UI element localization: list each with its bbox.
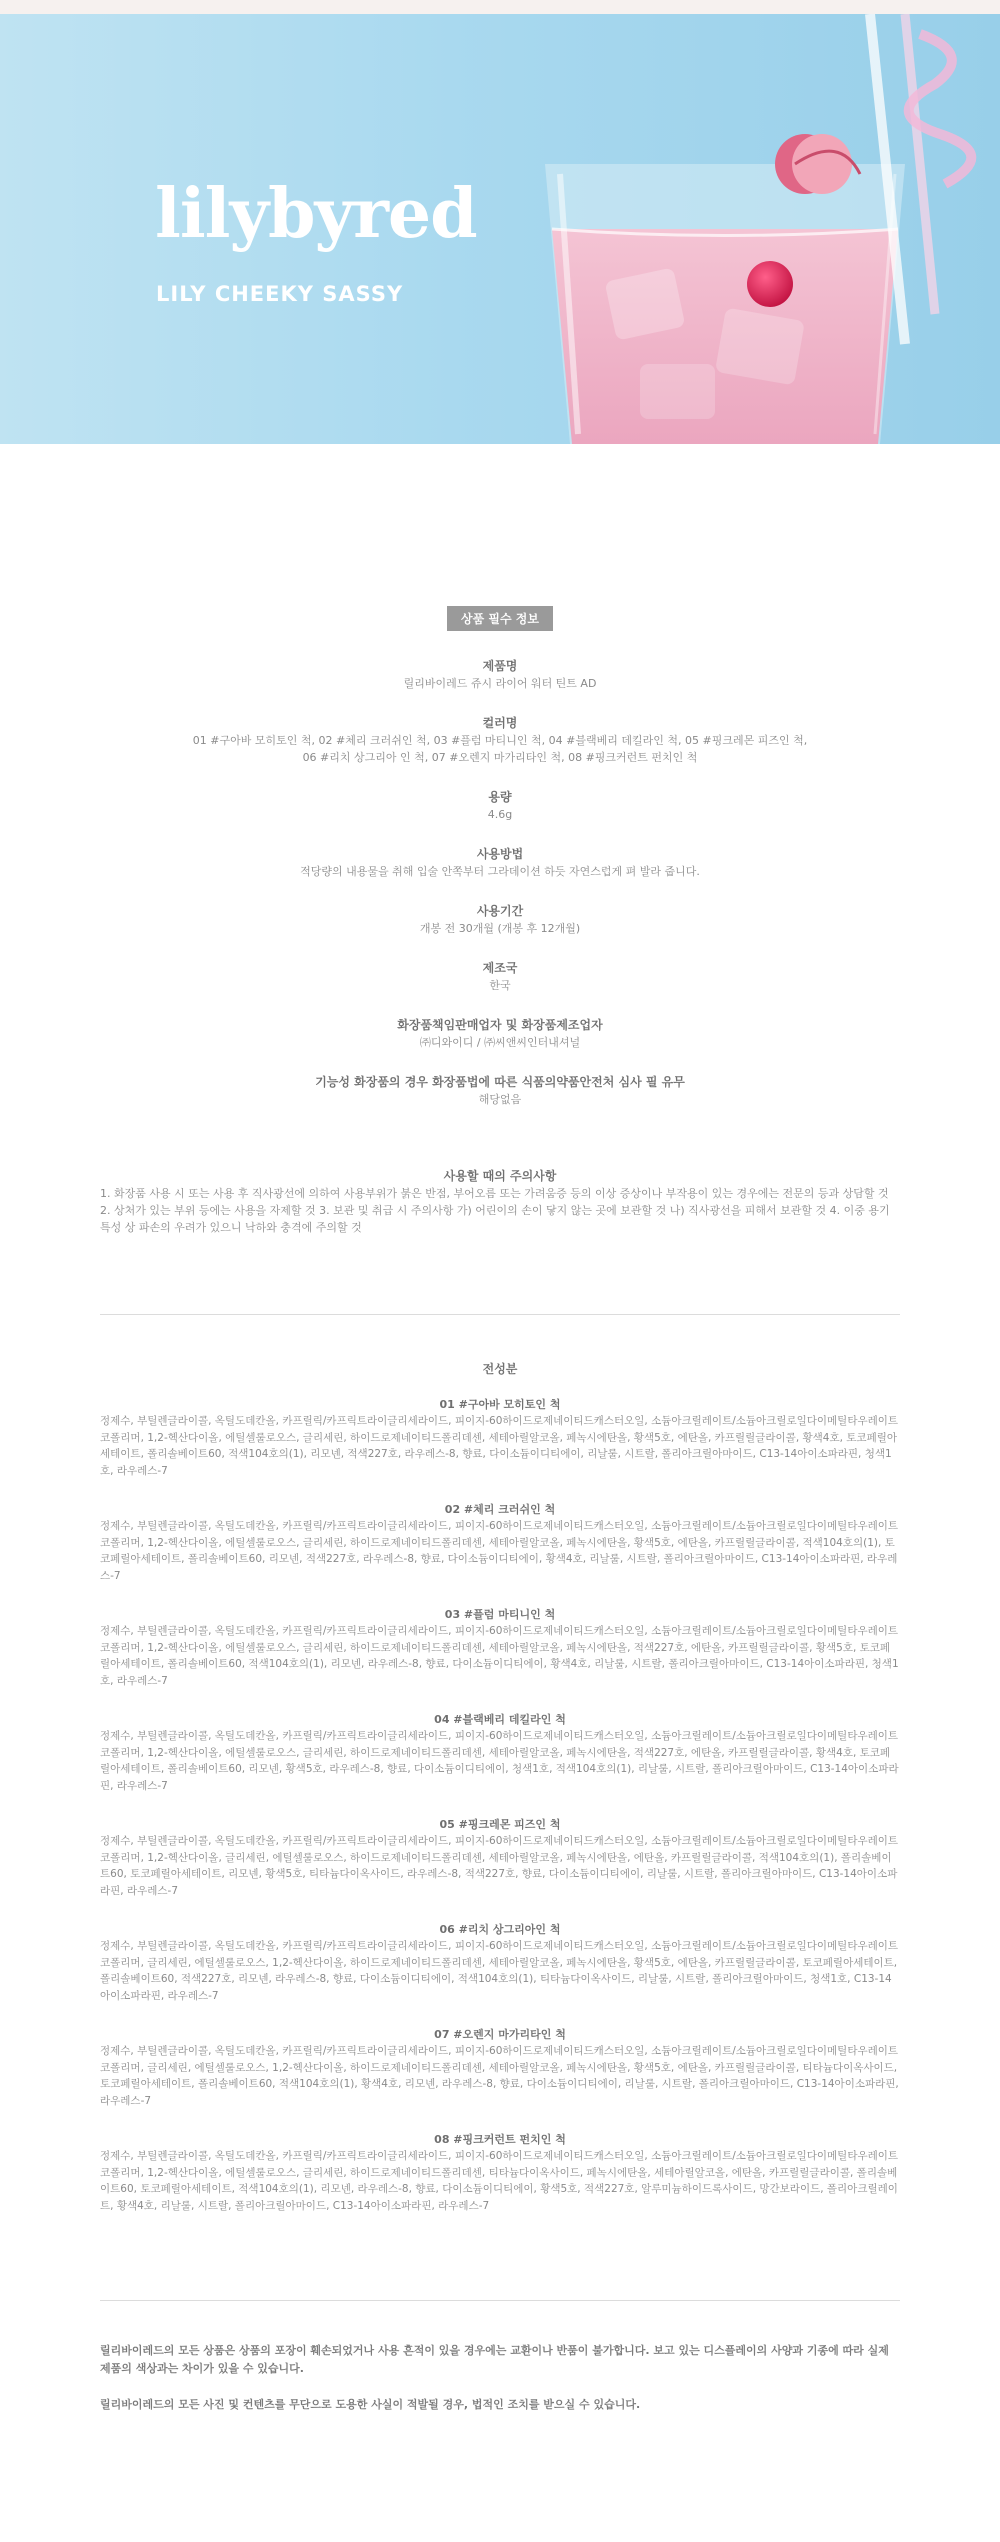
shade-ingredient-list: 정제수, 부틸렌글라이콜, 옥틸도데칸올, 카프릴릭/카프릭트라이글리세라이드, 피이지-60하이드로제네이티드캐스터오일, 소듐아크릴레이트/소듐아크릴로일다이메틸타우레이트코폴리머, 1,2-헥산다이올, 에틸셀룰로오스, 글리세린, 하이드로제네이티드폴리데센, 세테아릴알코올, 페녹시에탄올, 황색5호, 에탄올, 카프릴릴글라이콜, 적색104호의(1), 토코페릴아세테이트, 폴리솔베이트60, 리모넨, 적색227호, 라우레스-8, 향료, 다이소듐이디티에이, 황색4호, 리날룰, 시트랄, 폴리아크릴아마이드, C13-14아이소파라핀, 라우레스-7 <box>100 1520 899 1582</box>
shade-ingredients <box>100 1501 900 1584</box>
info-value: 4.6g <box>487 808 513 821</box>
shade-ingredients <box>100 2131 900 2214</box>
info-label: 제품명 <box>482 659 518 673</box>
shade-ingredients <box>100 2026 900 2109</box>
info-label: 컬러명 <box>482 716 518 730</box>
brand-logo: lilybyred <box>155 174 477 254</box>
info-value: 릴리바이레드 쥬시 라이어 워터 틴트 AD <box>403 677 597 690</box>
info-value: 한국 <box>489 979 511 992</box>
shade-name: 02 #체리 크러쉬인 척 <box>444 1503 556 1516</box>
shade-ingredient-list: 정제수, 부틸렌글라이콜, 옥틸도데칸올, 카프릴릭/카프릭트라이글리세라이드, 피이지-60하이드로제네이티드캐스터오일, 소듐아크릴레이트/소듐아크릴로일다이메틸타우레이트코폴리머, 1,2-헥산다이올, 에틸셀룰로오스, 글리세린, 하이드로제네이티드폴리데센, 세테아릴알코올, 페녹시에탄올, 적색227호, 에탄올, 카프릴릴글라이콜, 황색5호, 토코페릴아세테이트, 폴리솔베이트60, 적색104호의(1), 리모넨, 라우레스-8, 향료, 다이소듐이디티에이, 황색4호, 리날룰, 시트랄, 폴리아크릴아마이드, C13-14아이소파라핀, 청색1호, 라우레스-7 <box>100 1625 899 1687</box>
brand-tagline: LILY CHEEKY SASSY <box>156 282 404 306</box>
shade-ingredient-list: 정제수, 부틸렌글라이콜, 옥틸도데칸올, 카프릴릭/카프릭트라이글리세라이드, 피이지-60하이드로제네이티드캐스터오일, 소듐아크릴레이트/소듐아크릴로일다이메틸타우레이트코폴리머, 1,2-헥산다이올, 글리세린, 에틸셀룰로오스, 하이드로제네이티드폴리데센, 세테아릴알코올, 페녹시에탄올, 에탄올, 카프릴릴글라이콜, 적색104호의(1), 폴리솔베이트60, 토코페릴아세테이트, 리모넨, 황색5호, 티타늄다이옥사이드, 라우레스-8, 적색227호, 향료, 다이소듐이디티에이, 리날룰, 시트랄, 폴리아크릴아마이드, C13-14아이소파라핀, 라우레스-7 <box>100 1835 899 1897</box>
info-label: 용량 <box>488 790 512 804</box>
info-value: 01 #구아바 모히토인 척, 02 #체리 크러쉬인 척, 03 #플럼 마티니인 척, 04 #블랙베리 데킬라인 척, 05 #핑크레몬 피즈인 척, 06 #리치 상그리아 인 척, 07 #오렌지 마가리타인 척, 08 #핑크커런트 펀치인 척 <box>192 734 808 764</box>
info-item-functional <box>100 1073 900 1108</box>
ingredients-section <box>100 1360 900 2214</box>
caution-title: 사용할 때의 주의사항 <box>443 1169 557 1183</box>
shade-ingredient-list: 정제수, 부틸렌글라이콜, 옥틸도데칸올, 카프릴릭/카프릭트라이글리세라이드, 피이지-60하이드로제네이티드캐스터오일, 소듐아크릴레이트/소듐아크릴로일다이메틸타우레이트코폴리머, 글리세린, 에틸셀룰로오스, 1,2-헥산다이올, 하이드로제네이티드폴리데센, 세테아릴알코올, 페녹시에탄올, 황색5호, 에탄올, 카프릴릴글라이콜, 토코페릴아세테이트, 폴리솔베이트60, 적색227호, 리모넨, 라우레스-8, 향료, 다이소듐이디티에이, 적색104호의(1), 티타늄다이옥사이드, 리날룰, 시트랄, 폴리아크릴아마이드, 청색1호, C13-14아이소파라핀, 라우레스-7 <box>100 1940 899 2002</box>
info-value: 개봉 전 30개월 (개봉 후 12개월) <box>419 922 581 935</box>
info-item-shelf-life <box>100 902 900 937</box>
shade-ingredients <box>100 1606 900 1689</box>
info-value: 해당없음 <box>478 1093 522 1106</box>
shade-name: 07 #오렌지 마가리타인 척 <box>434 2028 566 2041</box>
info-value: ㈜디와이디 / ㈜씨앤씨인터내셔널 <box>419 1036 581 1049</box>
shade-name: 04 #블랙베리 데킬라인 척 <box>434 1713 566 1726</box>
shade-name: 06 #리치 상그리아인 척 <box>439 1923 561 1936</box>
shade-ingredient-list: 정제수, 부틸렌글라이콜, 옥틸도데칸올, 카프릴릭/카프릭트라이글리세라이드, 피이지-60하이드로제네이티드캐스터오일, 소듐아크릴레이트/소듐아크릴로일다이메틸타우레이트코폴리머, 1,2-헥산다이올, 에틸셀룰로오스, 글리세린, 하이드로제네이티드폴리데센, 세테아릴알코올, 페녹시에탄올, 적색227호, 에탄올, 카프릴릴글라이콜, 황색4호, 토코페릴아세테이트, 폴리솔베이트60, 리모넨, 황색5호, 라우레스-8, 향료, 다이소듐이디티에이, 청색1호, 적색104호의(1), 리날룰, 시트랄, 폴리아크릴아마이드, C13-14아이소파라핀, 라우레스-7 <box>100 1730 899 1792</box>
copyright-notice: 릴리바이레드의 모든 사진 및 컨텐츠를 무단으로 도용한 사실이 적발될 경우, 법적인 조치를 받으실 수 있습니다. <box>100 2398 641 2411</box>
shade-ingredients <box>100 1396 900 1479</box>
info-label: 기능성 화장품의 경우 화장품법에 따른 식품의약품안전처 심사 필 유무 <box>315 1075 685 1089</box>
shade-name: 01 #구아바 모히토인 척 <box>439 1398 561 1411</box>
caution-section <box>100 1167 900 1236</box>
shade-ingredients <box>100 1711 900 1794</box>
product-info-badge: 상품 필수 정보 <box>447 606 553 631</box>
shade-ingredient-list: 정제수, 부틸렌글라이콜, 옥틸도데칸올, 카프릴릭/카프릭트라이글리세라이드, 피이지-60하이드로제네이티드캐스터오일, 소듐아크릴레이트/소듐아크릴로일다이메틸타우레이트코폴리머, 1,2-헥산다이올, 에틸셀룰로오스, 글리세린, 하이드로제네이티드폴리데센, 세테아릴알코올, 페녹시에탄올, 황색5호, 에탄올, 카프릴릴글라이콜, 황색4호, 토코페릴아세테이트, 폴리솔베이트60, 적색104호의(1), 리모넨, 적색227호, 라우레스-8, 향료, 다이소듐이디티에이, 리날룰, 시트랄, 폴리아크릴아마이드, C13-14아이소파라핀, 청색1호, 라우레스-7 <box>100 1415 899 1477</box>
info-label: 화장품책임판매업자 및 화장품제조업자 <box>397 1018 603 1032</box>
info-value: 적당량의 내용물을 취해 입술 안쪽부터 그라데이션 하듯 자연스럽게 펴 발라 줍니다. <box>300 865 700 878</box>
top-strip <box>0 0 1000 14</box>
info-item-volume <box>100 788 900 823</box>
shade-ingredient-list: 정제수, 부틸렌글라이콜, 옥틸도데칸올, 카프릴릭/카프릭트라이글리세라이드, 피이지-60하이드로제네이티드캐스터오일, 소듐아크릴레이트/소듐아크릴로일다이메틸타우레이트코폴리머, 글리세린, 에틸셀룰로오스, 1,2-헥산다이올, 하이드로제네이티드폴리데센, 세테아릴알코올, 페녹시에탄올, 황색5호, 에탄올, 카프릴릴글라이콜, 티타늄다이옥사이드, 토코페릴아세테이트, 폴리솔베이트60, 적색104호의(1), 황색4호, 리모넨, 라우레스-8, 향료, 다이소듐이디티에이, 리날룰, 시트랄, 폴리아크릴아마이드, C13-14아이소파라핀, 라우레스-7 <box>100 2045 899 2107</box>
ingredients-title: 전성분 <box>482 1362 518 1376</box>
divider <box>100 1314 900 1315</box>
info-item-product-name <box>100 657 900 692</box>
return-policy-notice: 릴리바이레드의 모든 상품은 상품의 포장이 훼손되었거나 사용 흔적이 있을 경우에는 교환이나 반품이 불가합니다. 보고 있는 디스플레이의 사양과 기종에 따라 실제 제품의 색상과는 차이가 있을 수 있습니다. <box>100 2344 889 2375</box>
divider <box>100 2300 900 2301</box>
cocktail-glass-image <box>0 14 1000 444</box>
info-label: 제조국 <box>482 961 518 975</box>
shade-ingredient-list: 정제수, 부틸렌글라이콜, 옥틸도데칸올, 카프릴릭/카프릭트라이글리세라이드, 피이지-60하이드로제네이티드캐스터오일, 소듐아크릴레이트/소듐아크릴로일다이메틸타우레이트코폴리머, 1,2-헥산다이올, 에틸셀룰로오스, 글리세린, 하이드로제네이티드폴리데센, 티타늄다이옥사이드, 페녹시에탄올, 세테아릴알코올, 에탄올, 카프릴릴글라이콜, 폴리솔베이트60, 토코페릴아세테이트, 적색104호의(1), 리모넨, 라우레스-8, 향료, 다이소듐이디티에이, 황색5호, 적색227호, 알루미늄하이드록사이드, 망간보라이드, 폴리아크릴레이트, 황색4호, 리날룰, 시트랄, 폴리아크릴아마이드, C13-14아이소파라핀, 라우레스-7 <box>100 2150 899 2212</box>
info-item-country <box>100 959 900 994</box>
product-info-section <box>100 606 900 1108</box>
info-label: 사용방법 <box>476 847 524 861</box>
info-item-color-name <box>100 714 900 766</box>
info-item-manufacturer <box>100 1016 900 1051</box>
shade-name: 03 #플럼 마티니인 척 <box>444 1608 556 1621</box>
shade-ingredients <box>100 1816 900 1899</box>
shade-name: 08 #핑크커런트 펀치인 척 <box>434 2133 566 2146</box>
shade-ingredients <box>100 1921 900 2004</box>
shade-name: 05 #핑크레몬 피즈인 척 <box>439 1818 561 1831</box>
info-label: 사용기간 <box>476 904 524 918</box>
caution-text: 1. 화장품 사용 시 또는 사용 후 직사광선에 의하여 사용부위가 붉은 반점, 부어오름 또는 가려움증 등의 이상 증상이나 부작용이 있는 경우에는 전문의 등과 상담할 것 2. 상처가 있는 부위 등에는 사용을 자제할 것 3. 보관 및 취급 시 주의사항 가) 어린이의 손이 닿지 않는 곳에 보관할 것 나) 직사광선을 피해서 보관할 것 4. 이중 용기 특성 상 파손의 우려가 있으니 낙하와 충격에 주의할 것 <box>100 1187 890 1234</box>
hero-banner <box>0 14 1000 444</box>
info-item-usage <box>100 845 900 880</box>
